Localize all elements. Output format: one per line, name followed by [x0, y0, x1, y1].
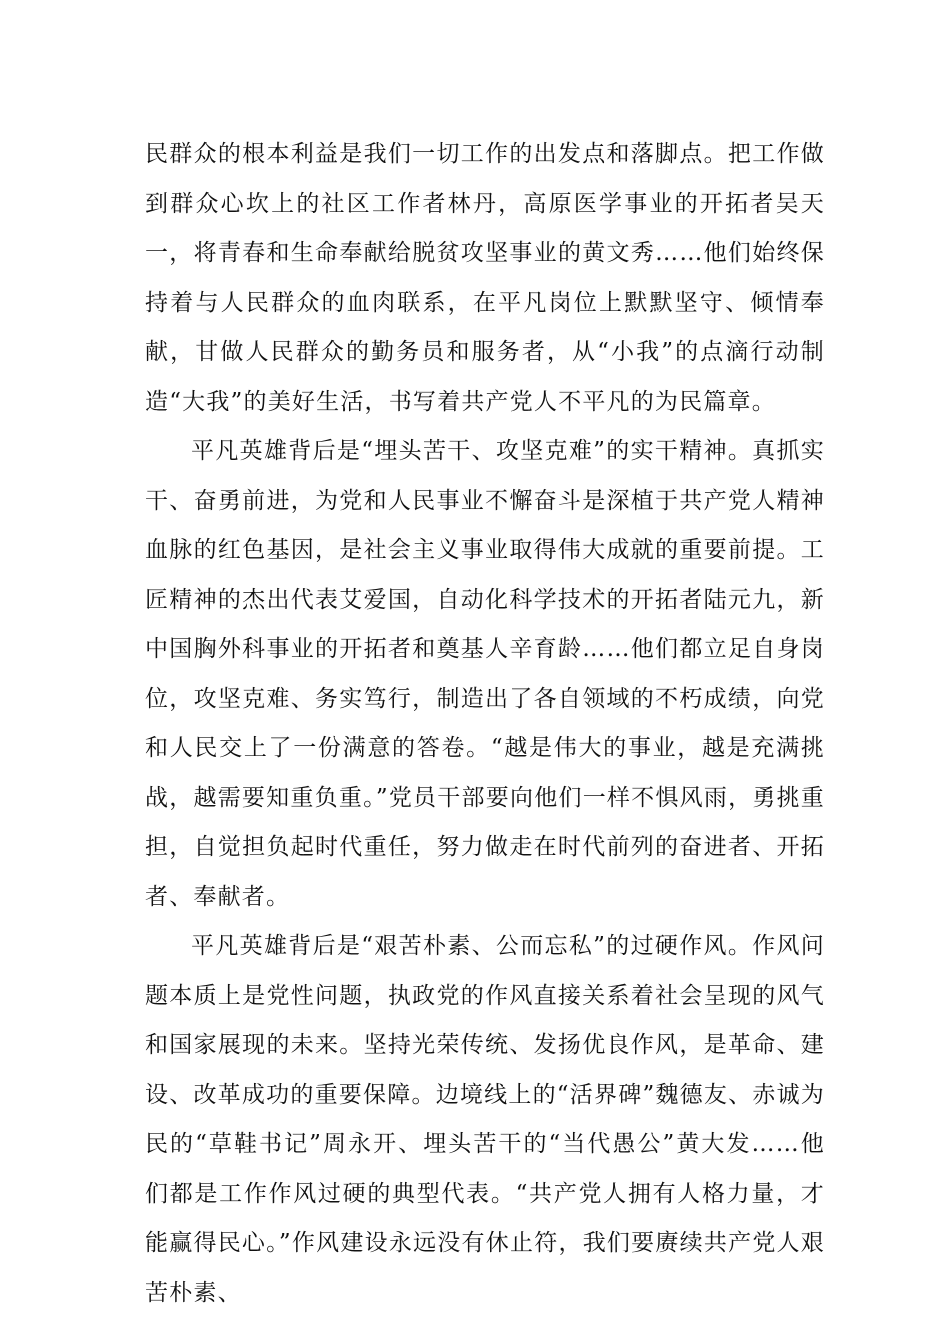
paragraph-1: 民群众的根本利益是我们一切工作的出发点和落脚点。把工作做到群众心坎上的社区工作者林丹，高原医学事业的开拓者吴天一，将青春和生命奉献给脱贫攻坚事业的黄文秀……他们始终保持着与人民群众的血肉联系，在平凡岗位上默默坚守、倾情奉献，甘做人民群众的勤务员和服务者，从“小我”的点滴行动制造“大我”的美好生活，书写着共产党人不平凡的为民篇章。 — [145, 141, 825, 415]
paragraph-2: 平凡英雄背后是“埋头苦干、攻坚克难”的实干精神。真抓实干、奋勇前进，为党和人民事业不懈奋斗是深植于共产党人精神血脉的红色基因，是社会主义事业取得伟大成就的重要前提。工匠精神的杰出代表艾爱国，自动化科学技术的开拓者陆元九，新中国胸外科事业的开拓者和奠基人辛育龄……他们都立足自身岗位，攻坚克难、务实笃行，制造出了各自领域的不朽成绩，向党和人民交上了一份满意的答卷。“越是伟大的事业，越是充满挑战，越需要知重负重。”党员干部要向他们一样不惧风雨，勇挑重担，自觉担负起时代重任，努力做走在时代前列的奋进者、开拓者、奉献者。 — [145, 438, 825, 910]
paragraph-3: 平凡英雄背后是“艰苦朴素、公而忘私”的过硬作风。作风问题本质上是党性问题，执政党的作风直接关系着社会呈现的风气和国家展现的未来。坚持光荣传统、发扬优良作风，是革命、建设、改革成功的重要保障。边境线上的“活界碑”魏德友、赤诚为民的“草鞋书记”周永开、埋头苦干的“当代愚公”黄大发……他们都是工作作风过硬的典型代表。“共产党人拥有人格力量，才能赢得民心。”作风建设永远没有休止符，我们要赓续共产党人艰苦朴素、 — [145, 933, 825, 1306]
body-text — [145, 130, 825, 1318]
